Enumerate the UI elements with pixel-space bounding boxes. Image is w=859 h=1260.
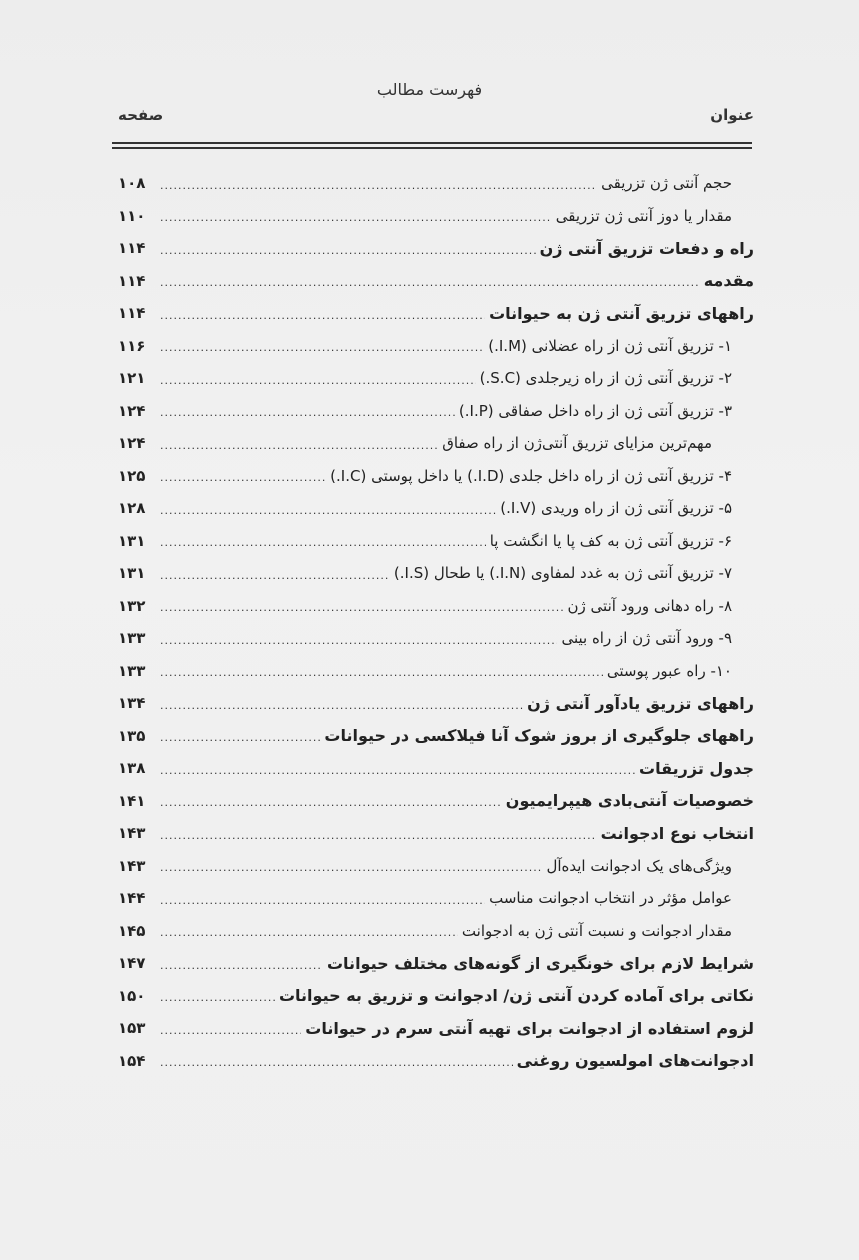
toc-entry-page-number: ۱۲۸ <box>118 499 146 518</box>
toc-entry-title: حجم آنتی ژن تزریقی <box>601 174 732 193</box>
toc-entry-page-number: ۱۴۱ <box>118 791 146 810</box>
dot-leader <box>160 959 323 980</box>
toc-entry-title: ادجوانت‌های امولسیون روغنی <box>516 1051 754 1071</box>
dot-leader <box>160 439 438 460</box>
toc-entry <box>118 200 754 233</box>
toc-entry-page-number: ۱۴۴ <box>118 889 146 908</box>
dot-leader <box>160 536 486 557</box>
toc-entry-title: نکاتی برای آماده کردن آنتی ژن/ ادجوانت و تزریق به حیوانات <box>278 986 754 1006</box>
dot-leader <box>160 861 542 882</box>
toc-entry <box>118 850 754 883</box>
dot-leader <box>160 569 390 590</box>
toc-entry-title: مقدار یا دوز آنتی ژن تزریقی <box>555 206 732 225</box>
toc-entry-page-number: ۱۲۵ <box>118 466 146 485</box>
toc-entry-title: مقدار ادجوانت و نسبت آنتی ژن به ادجوانت <box>461 921 732 940</box>
dot-leader <box>160 829 597 850</box>
toc-entry <box>118 980 754 1013</box>
dot-leader <box>160 926 458 947</box>
toc-entry <box>118 232 754 265</box>
toc-entry-title: ۷- تزریق آنتی ژن به غدد لمفاوی (I.N.) یا طحال (I.S.) <box>393 564 732 583</box>
toc-entry-title: ۱- تزریق آنتی ژن از راه عضلانی (I.M.) <box>488 336 732 355</box>
toc-entry-title: راههای جلوگیری از بروز شوک آنا فیلاکسی در حیوانات <box>324 726 754 746</box>
toc-entry <box>118 557 754 590</box>
toc-entry <box>118 1012 754 1045</box>
page-title: فهرست مطالب <box>376 80 483 99</box>
dot-leader <box>160 406 455 427</box>
dot-leader <box>160 894 485 915</box>
header-rule-bottom <box>112 147 752 149</box>
toc-entry <box>118 395 754 428</box>
toc-entry <box>118 817 754 850</box>
toc-entry <box>118 785 754 818</box>
toc-entry <box>118 622 754 655</box>
toc-entry-page-number: ۱۴۳ <box>118 824 146 843</box>
toc-entry <box>118 167 754 200</box>
toc-entry-page-number: ۱۲۴ <box>118 434 146 453</box>
toc-entry-page-number: ۱۳۴ <box>118 694 146 713</box>
toc-entry <box>118 1045 754 1078</box>
toc-entry-page-number: ۱۲۴ <box>118 401 146 420</box>
toc-entry-page-number: ۱۱۴ <box>118 239 146 258</box>
dot-leader <box>160 764 635 785</box>
toc-entry-title: ۶- تزریق آنتی ژن به کف پا یا انگشت پا <box>489 531 732 550</box>
dot-leader <box>160 699 523 720</box>
toc-entry-page-number: ۱۴۳ <box>118 856 146 875</box>
toc-entry-page-number: ۱۵۴ <box>118 1051 146 1070</box>
toc-entry <box>118 655 754 688</box>
toc-entry-page-number: ۱۰۸ <box>118 174 146 193</box>
toc-entry-title: مهم‌ترین مزایای تزریق آنتی‌ژن از راه صفاق <box>442 434 712 453</box>
toc-entry-title: راه و دفعات تزریق آنتی ژن <box>539 238 754 258</box>
toc-entry <box>118 525 754 558</box>
toc-entry-title: ۵- تزریق آنتی ژن از راه وریدی (I.V.) <box>500 499 732 518</box>
toc-entry-title: ۸- راه دهانی ورود آنتی ژن <box>567 596 732 615</box>
toc-entry-title: ۹- ورود آنتی ژن از راه بینی <box>561 629 732 648</box>
column-page-heading: صفحه <box>118 106 164 124</box>
dot-leader <box>160 666 603 687</box>
toc-entry <box>118 265 754 298</box>
dot-leader <box>160 341 484 362</box>
toc-entry <box>118 330 754 363</box>
toc-entry-title: ۴- تزریق آنتی ژن از راه داخل جلدی (I.D.) یا داخل پوستی (I.C.) <box>330 466 732 485</box>
dot-leader <box>160 471 326 492</box>
header-rule-top <box>112 142 752 144</box>
dot-leader <box>160 309 485 330</box>
dot-leader <box>160 504 496 525</box>
toc-entry-title: لزوم استفاده از ادجوانت برای تهیه آنتی سرم در حیوانات <box>305 1018 754 1038</box>
toc-entry-page-number: ۱۳۸ <box>118 759 146 778</box>
toc-entry-title: مقدمه <box>703 271 754 291</box>
toc-entry-title: ۲- تزریق آنتی ژن از راه زیرجلدی (S.C.) <box>479 369 732 388</box>
toc-entry-page-number: ۱۳۳ <box>118 629 146 648</box>
toc-entry-page-number: ۱۴۷ <box>118 954 146 973</box>
toc-entry-title: راههای تزریق یادآور آنتی ژن <box>527 693 754 713</box>
dot-leader <box>160 634 557 655</box>
toc-entry-page-number: ۱۳۵ <box>118 726 146 745</box>
toc-entry-page-number: ۱۳۳ <box>118 661 146 680</box>
dot-leader <box>160 796 502 817</box>
dot-leader <box>160 731 320 752</box>
toc-entry-page-number: ۱۱۰ <box>118 206 146 225</box>
dot-leader <box>160 276 700 297</box>
toc-entry <box>118 882 754 915</box>
toc-entry-page-number: ۱۵۳ <box>118 1019 146 1038</box>
toc-entry-page-number: ۱۱۴ <box>118 304 146 323</box>
toc-entry-page-number: ۱۴۵ <box>118 921 146 940</box>
dot-leader <box>160 1056 513 1077</box>
dot-leader <box>160 211 552 232</box>
toc-entry <box>118 915 754 948</box>
table-of-contents <box>118 167 754 1077</box>
toc-entry-page-number: ۱۳۱ <box>118 531 146 550</box>
toc-entry-page-number: ۱۵۰ <box>118 986 146 1005</box>
column-title-heading: عنوان <box>710 106 754 124</box>
dot-leader <box>160 601 564 622</box>
toc-entry-page-number: ۱۱۴ <box>118 271 146 290</box>
toc-entry-page-number: ۱۱۶ <box>118 336 146 355</box>
toc-entry-page-number: ۱۳۱ <box>118 564 146 583</box>
dot-leader <box>160 991 275 1012</box>
toc-entry-page-number: ۱۲۱ <box>118 369 146 388</box>
toc-entry-title: انتخاب نوع ادجوانت <box>600 823 754 843</box>
toc-entry-title: خصوصیات آنتی‌بادی هیپرایمیون <box>505 791 754 811</box>
dot-leader <box>160 1024 301 1045</box>
dot-leader <box>160 244 536 265</box>
toc-entry-title: ۳- تزریق آنتی ژن از راه داخل صفاقی (I.P.) <box>458 401 732 420</box>
dot-leader <box>160 374 476 395</box>
toc-entry-title: جدول تزریقات <box>639 758 754 778</box>
toc-entry-title: ۱۰- راه عبور پوستی <box>606 661 732 680</box>
toc-entry <box>118 720 754 753</box>
toc-entry-page-number: ۱۳۲ <box>118 596 146 615</box>
toc-entry-title: شرایط لازم برای خونگیری از گونه‌های مختلف حیوانات <box>326 953 754 973</box>
toc-entry <box>118 752 754 785</box>
toc-entry <box>118 947 754 980</box>
toc-entry <box>118 362 754 395</box>
dot-leader <box>160 179 597 200</box>
toc-entry <box>118 460 754 493</box>
toc-entry <box>118 427 754 460</box>
toc-entry-title: عوامل مؤثر در انتخاب ادجوانت مناسب <box>489 889 732 908</box>
toc-entry-title: ویژگی‌های یک ادجوانت ایده‌آل <box>546 856 732 875</box>
toc-entry <box>118 492 754 525</box>
toc-entry <box>118 590 754 623</box>
toc-entry <box>118 687 754 720</box>
toc-entry-title: راههای تزریق آنتی ژن به حیوانات <box>489 303 754 323</box>
toc-entry <box>118 297 754 330</box>
